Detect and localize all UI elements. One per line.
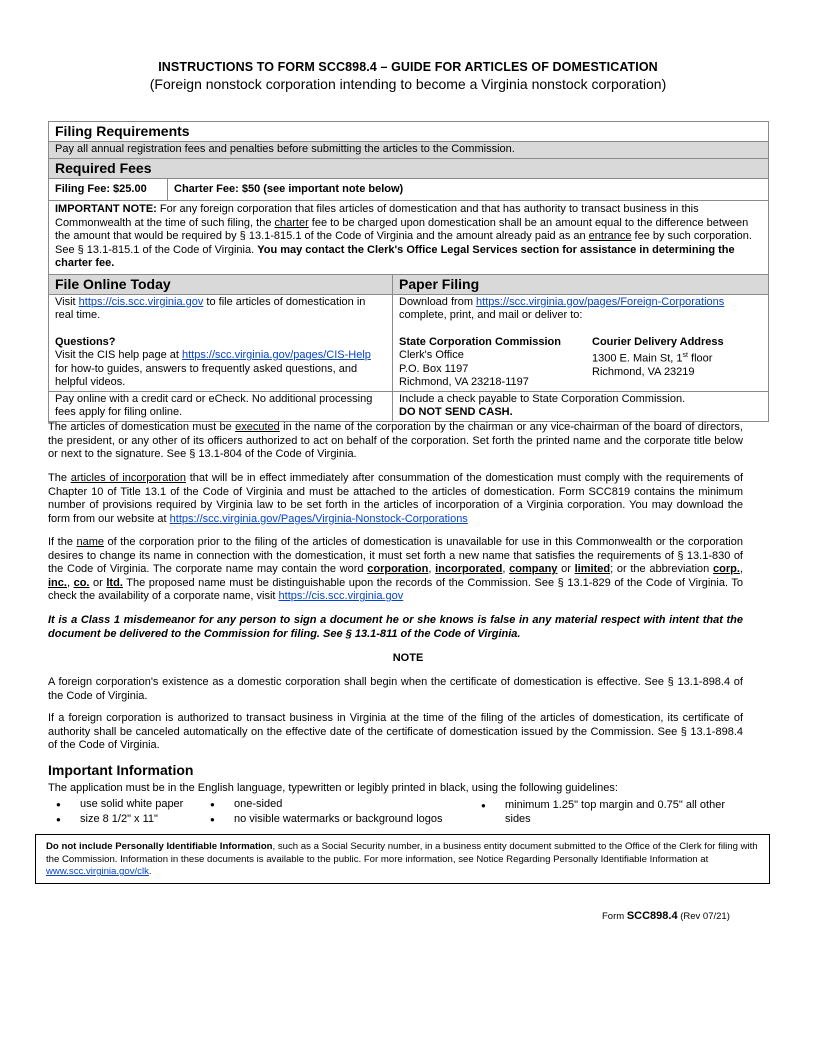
important-note: IMPORTANT NOTE: For any foreign corporation that files articles of domestication and that has authority to transact business in this Commonwealth at the time of such filing, the charter fee to be charged upon domestication shall be an amount equal to the difference between the amount that would be required by § 13.1-815.1 of the Code of Virginia and the amount already paid as an entrance fee by such corporation. See § 13.1-815.1 of the Code of Virginia. You may contact the Clerk's Office Legal Services section for assistance in determining the charter fee.: [49, 201, 769, 275]
pii-notice: Do not include Personally Identifiable Information, such as a Social Security number, in a business entity document submitted to the Office of the Clerk for filing with the Commission. Information in these documents is available to the public. For more information, see Notice Regarding Personally Identifiable Information at www.scc.virginia.gov/clk.: [35, 834, 770, 884]
articles-paragraph: The articles of incorporation that will be in effect immediately after consummation of the domestication must comply with the requirements of Chapter 10 of Title 13.1 of the Code of Virginia and must be attached to the articles of domestication. Form SCC819 contains the minimum number of provisions required by Virginia law to be set forth in the articles of incorporation of a Virginia corporation. You may download the form from our website at https://scc.virginia.gov/Pages/Virginia-Nonstock-Corporations: [48, 472, 743, 525]
charter-fee: Charter Fee: $50 (see important note below): [174, 182, 404, 195]
guidelines-intro: The application must be in the English language, typewritten or legibly printed in black, using the following guidelines:: [48, 782, 618, 794]
filing-fee: Filing Fee: $25.00: [49, 179, 168, 201]
required-fees-heading: Required Fees: [49, 158, 769, 178]
requirements-table: [48, 121, 769, 422]
authority-paragraph: If a foreign corporation is authorized to transact business in Virginia at the time of the filing of the articles of domestication, its certificate of authority shall be canceled automatically on the effective date of the certificate of domestication issued by the Commission. See § 13.1-898.4 of the Code of Virginia.: [48, 712, 743, 751]
execution-paragraph: The articles of domestication must be executed in the name of the corporation by the chairman or any vice-chairman of the board of directors, the president, or any other of its officers authorized to act on behalf of the corporation. Set forth the printed name and the corporate title below or next to the signature. See § 13.1-804 of the Code of Virginia.: [48, 421, 743, 460]
existence-paragraph: A foreign corporation's existence as a domestic corporation shall begin when the certificate of domestication is effective. See § 13.1-898.4 of the Code of Virginia.: [48, 676, 743, 702]
filing-requirements-heading: Filing Requirements: [49, 122, 769, 142]
questions-label: Questions?: [55, 335, 116, 348]
clerk-link[interactable]: www.scc.virginia.gov/clk: [46, 866, 149, 877]
file-online-heading: File Online Today: [49, 274, 393, 294]
paper-filing-heading: Paper Filing: [393, 274, 769, 294]
mailing-address: State Corporation Commission Clerk's Office P.O. Box 1197 Richmond, VA 23218-1197: [399, 335, 561, 388]
cis-link[interactable]: https://cis.scc.virginia.gov: [78, 295, 204, 308]
online-filing-cell: Visit https://cis.scc.virginia.gov to file articles of domestication in real time. Questions? Visit the CIS help page at https://scc.virginia.gov/pages/CIS-Help for how-to guides, answers to frequently asked questions, and helpful videos.: [49, 294, 393, 391]
download-form-link[interactable]: https://scc.virginia.gov/pages/Foreign-Corporations: [476, 295, 725, 308]
courier-address: Courier Delivery Address 1300 E. Main St, 1st floor Richmond, VA 23219: [592, 335, 724, 379]
name-availability-link[interactable]: https://cis.scc.virginia.gov: [278, 590, 404, 602]
document-title: INSTRUCTIONS TO FORM SCC898.4 – GUIDE FOR ARTICLES OF DOMESTICATION: [158, 60, 658, 74]
online-payment-note: Pay online with a credit card or eCheck. No additional processing fees apply for filing online.: [49, 391, 393, 421]
name-paragraph: If the name of the corporation prior to the filing of the articles of domestication is unavailable for use in this Commonwealth or the corporation desires to change its name in connection with the domestication, it must set forth a new name that satisfies the requirements of § 13.1-830 of the Code of Virginia. The corporate name may contain the word corporation, incorporated, company or limited; or the abbreviation corp., inc., co. or ltd. The proposed name must be distinguishable upon the records of the Commission. See § 13.1-829 of the Code of Virginia. To check the availability of a corporate name, visit https://cis.scc.virginia.gov: [48, 536, 743, 602]
document-subtitle: (Foreign nonstock corporation intending to become a Virginia nonstock corporation): [149, 76, 667, 92]
filing-requirements-text: Pay all annual registration fees and penalties before submitting the articles to the Commission.: [49, 142, 769, 159]
cis-help-link[interactable]: https://scc.virginia.gov/pages/CIS-Help: [182, 349, 371, 361]
misdemeanor-warning: It is a Class 1 misdemeanor for any person to sign a document he or she knows is false in any material respect with intent that the document be delivered to the Commission for filing. See § 13.1-811 of the Code of Virginia.: [48, 614, 743, 640]
nonstock-corporations-link[interactable]: https://scc.virginia.gov/Pages/Virginia-Nonstock-Corporations: [169, 512, 468, 525]
form-number: Form SCC898.4 (Rev 07/21): [602, 910, 730, 922]
paper-filing-cell: Download from https://scc.virginia.gov/pages/Foreign-Corporations complete, print, and mail or deliver to: State Corporation Commission Clerk's Office P.O. Box 1197 Richmond, VA 23218-1197 Courier Delivery Address 1300 E. Main St, 1st floor Richmond, VA 23219: [393, 294, 769, 391]
paper-payment-note: Include a check payable to State Corporation Commission. DO NOT SEND CASH.: [393, 391, 769, 421]
note-heading: NOTE: [392, 652, 424, 664]
document-page: INSTRUCTIONS TO FORM SCC898.4 – GUIDE FOR ARTICLES OF DOMESTICATION (Foreign nonstock corporation intending to become a Virginia nonstock corporation) Filing Requirements Pay all annual registration fees and penalties before submitting the articles to the Commission. Required Fees Filing Fee: $25.00 Charter Fee: $50 (see important note below) IMPORTANT NOTE: For any foreign corporation that files articles of domestication and that has authority to transact business in this Commonwealth at the time of such filing, the charter fee to be charged upon domestication shall be an amount equal to the difference between the amount that would be required by § 13.1-815.1 of the Code of Virginia and the amount already paid as an entrance fee by such corporation. See § 13.1-815.1 of the Code of Virginia. You may contact the Clerk's Office Legal Services section for assistance in determining the charter fee. File Online Today Paper Filing Visit https://cis.scc.virginia.gov to file articles of domestication in real time. Questions? Visit the CIS help page at https://scc.virginia.gov/pages/CIS-Help for how-to guides, answers to frequently asked questions, and helpful videos. Download from https://scc.virginia.gov/pages/Foreign-Corporations complete, print, and mail or deliver to: State Corporation Commission Clerk's Office P.O. Box 1197 Richmond, VA 23218-1197 Courier Delivery Address 1300 E. Main St, 1st floor Richmond, VA 23219 Pay online with a credit card or eCheck. No additional processing fees apply for filing online. Include a check payable to State Corporation Commission. DO NOT SEND CASH. The articles of domestication must be executed in the name of the corporation by the chairman or any vice-chairman of the board of directors, the president, or any other of its officers authorized to act on behalf of the corporation. Set forth the printed name and the corporate title below or next to the signature. See § 13.1-804 of the Code of Virginia. The articles of incorporation that will be in effect immediately after consummation of the domestication must comply with the requirements of Chapter 10 of Title 13.1 of the Code of Virginia and must be attached to the articles of domestication. Form SCC819 contains the minimum number of provisions required by Virginia law to be set forth in the articles of incorporation of a Virginia corporation. You may download the form from our website at https://scc.virginia.gov/Pages/Virginia-Nonstock-Corporations If the name of the corporation prior to the filing of the articles of domestication is unavailable for use in this Commonwealth or the corporation desires to change its name in connection with the domestication, it must set forth a new name that satisfies the requirements of § 13.1-830 of the Code of Virginia. The corporate name may contain the word corporation, incorporated, company or limited; or the abbreviation corp., inc., co. or ltd. The proposed name must be distinguishable upon the records of the Commission. See § 13.1-829 of the Code of Virginia. To check the availability of a corporate name, visit https://cis.scc.virginia.gov It is a Class 1 misdemeanor for any person to sign a document he or she knows is false in any material respect with intent that the document be delivered to the Commission for filing. See § 13.1-811 of the Code of Virginia. NOTE A foreign corporation's existence as a domestic corporation shall begin when the certificate of domestication is effective. See § 13.1-898.4 of the Code of Virginia. If a foreign corporation is authorized to transact business in Virginia at the time of the filing of the articles of domestication, its certificate of authority shall be canceled automatically on the effective date of the certificate of domestication issued by the Commission. See § 13.1-898.4 of the Code of Virginia. Important Information The application must be in the English language, typewritten or legibly printed in black, using the following guidelines: ● use solid white paper ● size 8 1/2" x 11" ● one-sided ● no visible watermarks or background logos ● minimum 1.25" top margin and 0.75" all other sides Do not include Personally Identifiable Information, such as a Social Security number, in a business entity document submitted to the Office of the Clerk for filing with the Commission. Information in these documents is available to the public. For more information, see Notice Regarding Personally Identifiable Information at www.scc.virginia.gov/clk. Form SCC898.4 (Rev 07/21): [0, 0, 816, 1056]
important-information-heading: Important Information: [48, 762, 194, 778]
